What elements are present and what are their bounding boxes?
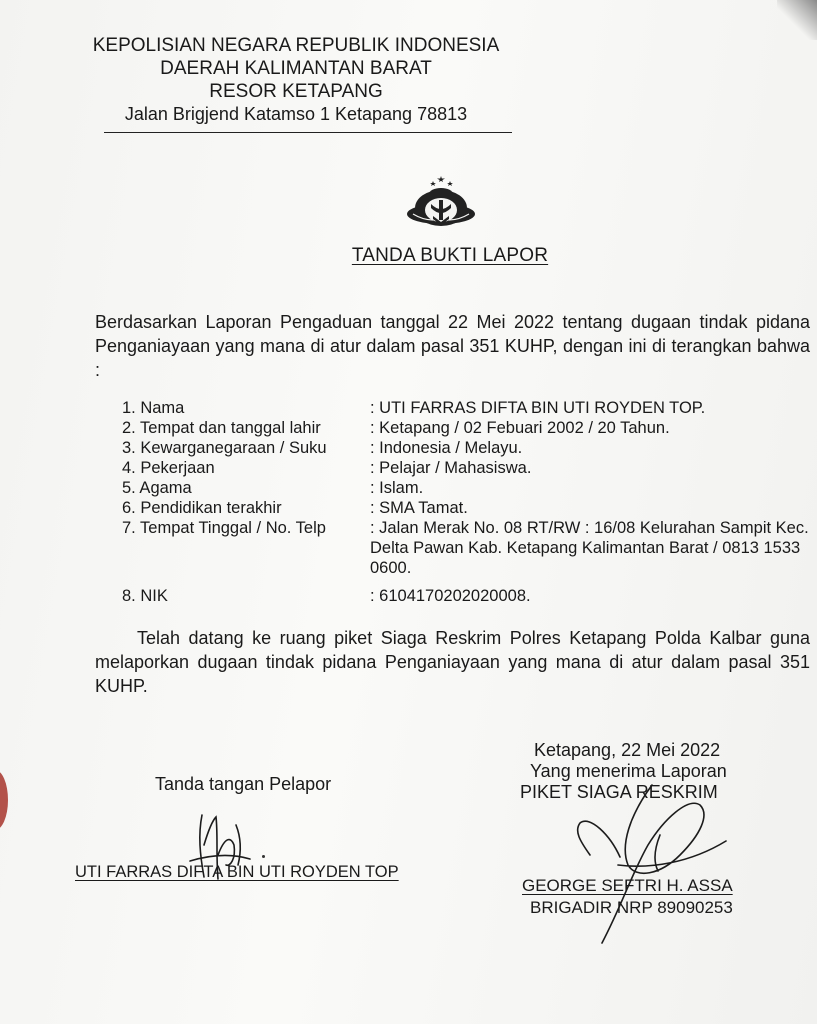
detail-label: 7. Tempat Tinggal / No. Telp: [122, 519, 326, 537]
receiver-place-date: Ketapang, 22 Mei 2022: [534, 740, 721, 760]
detail-value: : 6104170202020008.: [370, 587, 531, 605]
ink-dot: [262, 855, 265, 858]
detail-label: 2. Tempat dan tanggal lahir: [122, 419, 321, 437]
detail-label: 6. Pendidikan terakhir: [122, 499, 282, 517]
police-emblem-icon: [395, 170, 507, 234]
letterhead-line-1: KEPOLISIAN NEGARA REPUBLIK INDONESIA: [92, 35, 500, 56]
detail-label: 5. Agama: [122, 479, 192, 497]
detail-label: 3. Kewarganegaraan / Suku: [122, 439, 327, 457]
letterhead: [80, 34, 512, 126]
detail-value: : UTI FARRAS DIFTA BIN UTI ROYDEN TOP.: [370, 399, 706, 417]
detail-value: : Jalan Merak No. 08 RT/RW : 16/08 Kelurahan Sampit Kec. Delta Pawan Kab. Ketapang Kalimantan Barat / 0813 1533 0600.: [370, 519, 809, 577]
reporter-signature-label: Tanda tangan Pelapor: [155, 774, 332, 794]
document-title: TANDA BUKTI LAPOR: [351, 245, 549, 266]
letterhead-address: Jalan Brigjend Katamso 1 Ketapang 78813: [124, 104, 468, 124]
letterhead-line-2: DAERAH KALIMANTAN BARAT: [160, 58, 432, 79]
letterhead-line-3: RESOR KETAPANG: [209, 81, 383, 102]
detail-value: : Indonesia / Melayu.: [370, 439, 523, 457]
detail-label: 4. Pekerjaan: [122, 459, 215, 477]
detail-label: 8. NIK: [122, 587, 168, 605]
detail-value: : Pelajar / Mahasiswa.: [370, 459, 532, 477]
reporter-name: UTI FARRAS DIFTA BIN UTI ROYDEN TOP: [75, 863, 399, 881]
officer-rank: BRIGADIR NRP 89090253: [530, 898, 733, 917]
detail-row: [122, 518, 812, 578]
detail-row: [122, 418, 812, 438]
detail-label: 1. Nama: [122, 399, 185, 417]
finger-edge: [0, 770, 8, 830]
detail-row: [122, 458, 812, 478]
detail-row: [122, 478, 812, 498]
intro-paragraph: Berdasarkan Laporan Pengaduan tanggal 22 Mei 2022 tentang dugaan tindak pidana Penganiayaan yang mana di atur dalam pasal 351 KUHP, dengan ini di terangkan bahwa :: [95, 312, 810, 380]
detail-value: : SMA Tamat.: [370, 499, 468, 517]
reporter-details: [122, 398, 812, 606]
detail-row: [122, 438, 812, 458]
receiver-role: Yang menerima Laporan: [530, 761, 727, 781]
detail-value: : Ketapang / 02 Febuari 2002 / 20 Tahun.: [370, 419, 670, 437]
page-corner-shadow: [777, 0, 817, 40]
detail-value: : Islam.: [370, 479, 424, 497]
officer-name: GEORGE SEFTRI H. ASSA: [522, 876, 733, 895]
detail-row: [122, 498, 812, 518]
officer-signature: [560, 775, 740, 950]
detail-row: [122, 586, 812, 606]
body-paragraph: Telah datang ke ruang piket Siaga Reskrim Polres Ketapang Polda Kalbar guna melaporkan dugaan tindak pidana Penganiayaan yang mana di atur dalam pasal 351 KUHP.: [95, 628, 810, 696]
letterhead-rule: [104, 132, 512, 133]
detail-row: [122, 398, 812, 418]
receiver-unit: PIKET SIAGA RESKRIM: [520, 782, 718, 802]
